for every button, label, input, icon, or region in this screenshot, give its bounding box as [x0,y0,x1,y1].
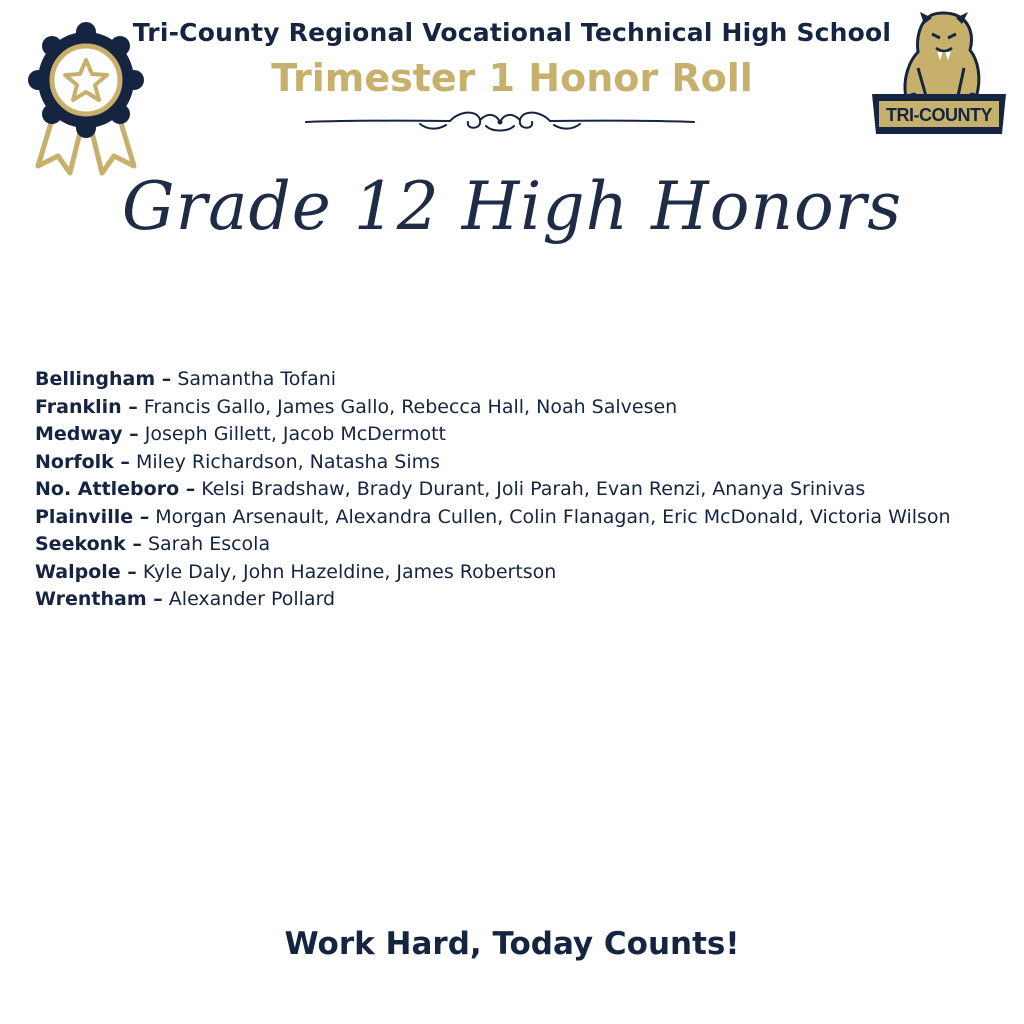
list-item [35,559,1005,587]
list-item [35,531,1005,559]
list-item [35,449,1005,477]
town-name: Walpole – [35,560,137,583]
ornamental-divider-icon [300,104,700,140]
list-item [35,421,1005,449]
student-names: Kelsi Bradshaw, Brady Durant, Joli Parah, Evan Renzi, Ananya Srinivas [201,478,866,500]
honor-roll-title: Trimester 1 Honor Roll [271,56,753,100]
town-name: Wrentham – [35,588,163,610]
town-name: Medway – [35,423,139,445]
student-names: Alexander Pollard [168,588,336,610]
list-item [35,586,1005,614]
student-names: Francis Gallo, James Gallo, Rebecca Hall, Noah Salvesen [143,395,678,418]
honor-roll-list [35,366,1005,614]
town-name: No. Attleboro – [35,478,196,500]
section-title: Grade 12 High Honors [121,168,903,245]
town-name: Franklin – [35,395,138,418]
list-item [35,476,1005,504]
student-names: Sarah Escola [147,533,271,555]
motto: Work Hard, Today Counts! [284,926,740,962]
list-item [35,504,1005,532]
town-name: Norfolk – [35,450,130,473]
student-names: Morgan Arsenault, Alexandra Cullen, Colin Flanagan, Eric McDonald, Victoria Wilson [155,505,951,528]
mascot-banner-text: TRI-COUNTY [886,105,992,125]
student-names: Joseph Gillett, Jacob McDermott [144,423,447,445]
school-name: Tri-County Regional Vocational Technical High School [132,18,892,47]
student-names: Samantha Tofani [177,368,337,390]
student-names: Kyle Daly, John Hazeldine, James Robertson [142,560,557,583]
list-item [35,366,1005,394]
town-name: Bellingham – [35,368,172,390]
list-item [35,394,1005,422]
student-names: Miley Richardson, Natasha Sims [135,450,441,473]
town-name: Seekonk – [35,533,142,555]
panther-mascot-icon [866,8,1012,146]
town-name: Plainville – [35,505,150,528]
